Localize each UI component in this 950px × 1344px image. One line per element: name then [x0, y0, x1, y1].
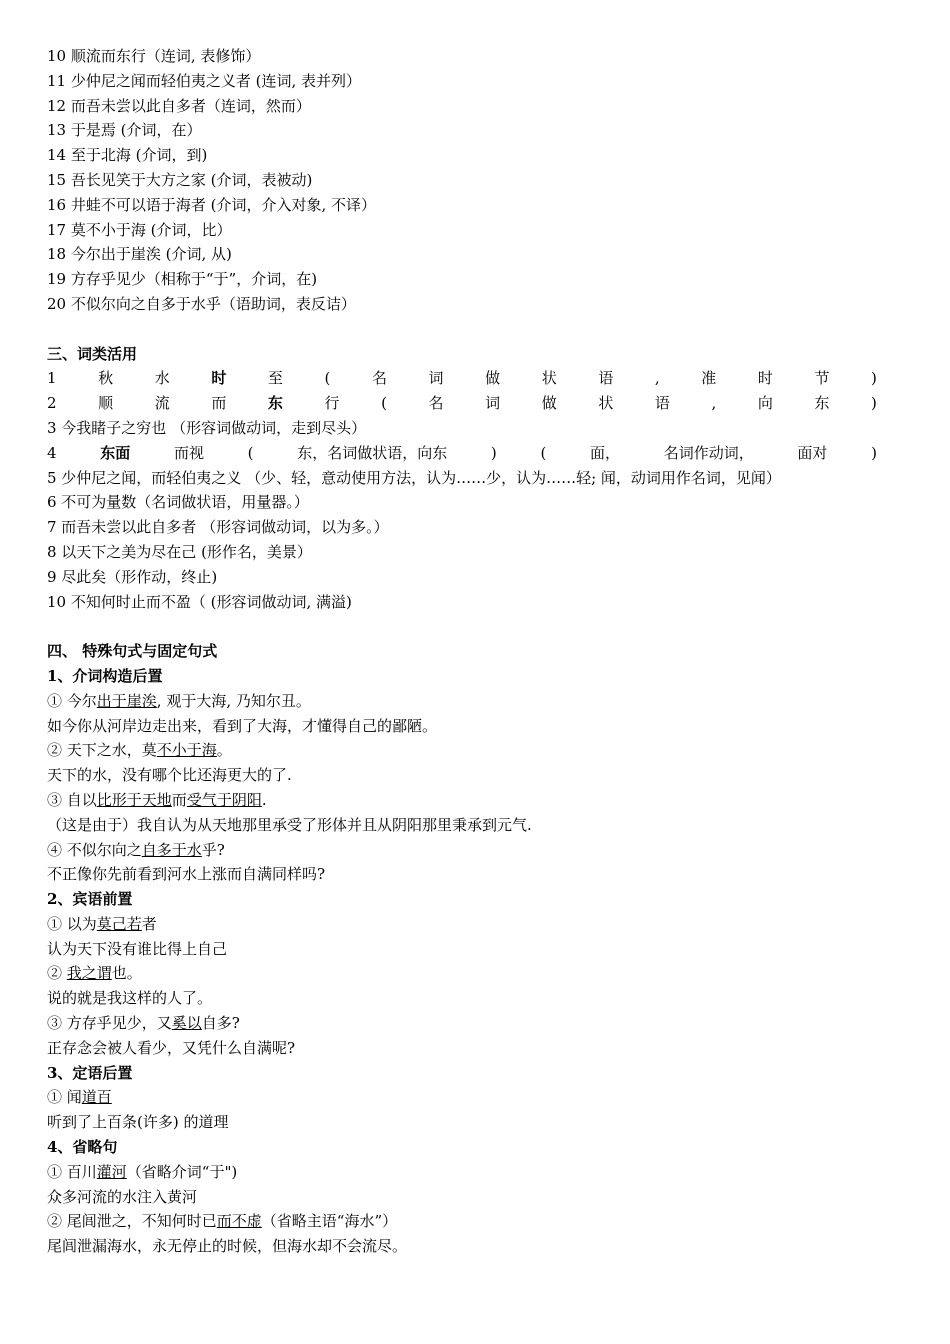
- example-sentence: ① 闻道百: [47, 1088, 112, 1107]
- translation: 不正像你先前看到河水上涨而自满同样吗?: [47, 865, 326, 884]
- list-item: 4 东面 而视 ( 东，名词做状语，向东 ) ( 面， 名词作动词， 面对 ): [47, 443, 877, 462]
- translation: 尾闾泄漏海水，永无停止的时候，但海水却不会流尽。: [47, 1237, 408, 1256]
- list-item: 6 不可为量数（名词做状语，用量器。）: [47, 493, 309, 512]
- translation: 众多河流的水注入黄河: [47, 1187, 198, 1206]
- list-item: 2 顺 流 而 东 行 ( 名 词 做 状 语 , 向 东 ): [47, 394, 877, 413]
- list-item: 10 顺流而东行（连词, 表修饰）: [47, 47, 261, 65]
- translation: 正存念会被人看少，又凭什么自满呢?: [47, 1038, 296, 1057]
- translation: （这是由于）我自认为从天地那里承受了形体并且从阴阳那里秉承到元气.: [47, 815, 532, 834]
- section-special-sentences: [47, 639, 907, 1259]
- list-item: 9 尽此矣（形作动，终止): [47, 567, 218, 586]
- usage-list: [47, 44, 907, 317]
- translation: 如今你从河岸边走出来，看到了大海，才懂得自己的鄙陋。: [47, 716, 438, 735]
- list-item: 17 莫不小于海 (介词，比）: [47, 220, 232, 239]
- example-sentence: ② 我之谓也。: [47, 964, 142, 983]
- translation: 认为天下没有谁比得上自己: [47, 939, 228, 958]
- document-page: [47, 44, 907, 1259]
- example-sentence: ③ 自以比形于天地而受气于阴阳.: [47, 790, 267, 809]
- list-item: 5 少仲尼之闻，而轻伯夷之义 （少、轻，意动使用方法，认为……少，认为……轻; 闻，动词用作名词，见闻）: [47, 468, 781, 487]
- list-item: 3 今我睹子之穷也 （形容词做动词，走到尽头）: [47, 418, 367, 437]
- list-item: 10 不知何时止而不盈（ (形容词做动词, 满溢): [47, 592, 352, 611]
- translation: 说的就是我这样的人了。: [47, 989, 213, 1008]
- subsection-heading: 4、省略句: [47, 1138, 118, 1157]
- example-sentence: ① 今尔出于崖涘, 观于大海, 乃知尔丑。: [47, 691, 311, 710]
- section-heading: 四、 特殊句式与固定句式: [47, 642, 218, 661]
- example-sentence: ① 以为莫己若者: [47, 914, 157, 933]
- list-item: 11 少仲尼之闻而轻伯夷之义者 (连词, 表并列）: [47, 71, 362, 90]
- subsection-heading: 1、介词构造后置: [47, 666, 163, 685]
- list-item: 15 吾长见笑于大方之家 (介词，表被动): [47, 170, 313, 189]
- translation: 天下的水，没有哪个比还海更大的了.: [47, 766, 292, 785]
- subsection-heading: 2、宾语前置: [47, 890, 133, 909]
- example-sentence: ③ 方存乎见少，又奚以自多?: [47, 1014, 240, 1033]
- list-item: 19 方存乎见少（相称于“于”，介词，在): [47, 270, 318, 289]
- list-item: 1 秋 水 时 至 ( 名 词 做 状 语 , 准 时 节 ): [47, 369, 877, 388]
- list-item: 16 井蛙不可以语于海者 (介词，介入对象, 不译）: [47, 195, 377, 214]
- list-item: 14 至于北海 (介词，到): [47, 146, 208, 165]
- section-word-class: [47, 342, 907, 615]
- example-sentence: ② 尾闾泄之，不知何时已而不虚（省略主语“海水”）: [47, 1212, 398, 1231]
- example-sentence: ② 天下之水，莫不小于海。: [47, 741, 232, 760]
- section-heading: 三、词类活用: [47, 344, 138, 363]
- example-sentence: ④ 不似尔向之自多于水乎?: [47, 840, 225, 859]
- translation: 听到了上百条(许多) 的道理: [47, 1113, 229, 1132]
- list-item: 8 以天下之美为尽在己 (形作名，美景）: [47, 542, 312, 561]
- list-item: 7 而吾未尝以此自多者 （形容词做动词，以为多。）: [47, 518, 389, 537]
- list-item: 12 而吾未尝以此自多者（连词，然而）: [47, 96, 311, 115]
- list-item: 18 今尔出于崖涘 (介词, 从): [47, 245, 232, 264]
- list-item: 13 于是焉 (介词，在）: [47, 121, 202, 140]
- list-item: 20 不似尔向之自多于水乎（语助词，表反诘）: [47, 294, 356, 313]
- example-sentence: ① 百川灌河（省略介词“于"): [47, 1162, 238, 1181]
- subsection-heading: 3、定语后置: [47, 1063, 133, 1082]
